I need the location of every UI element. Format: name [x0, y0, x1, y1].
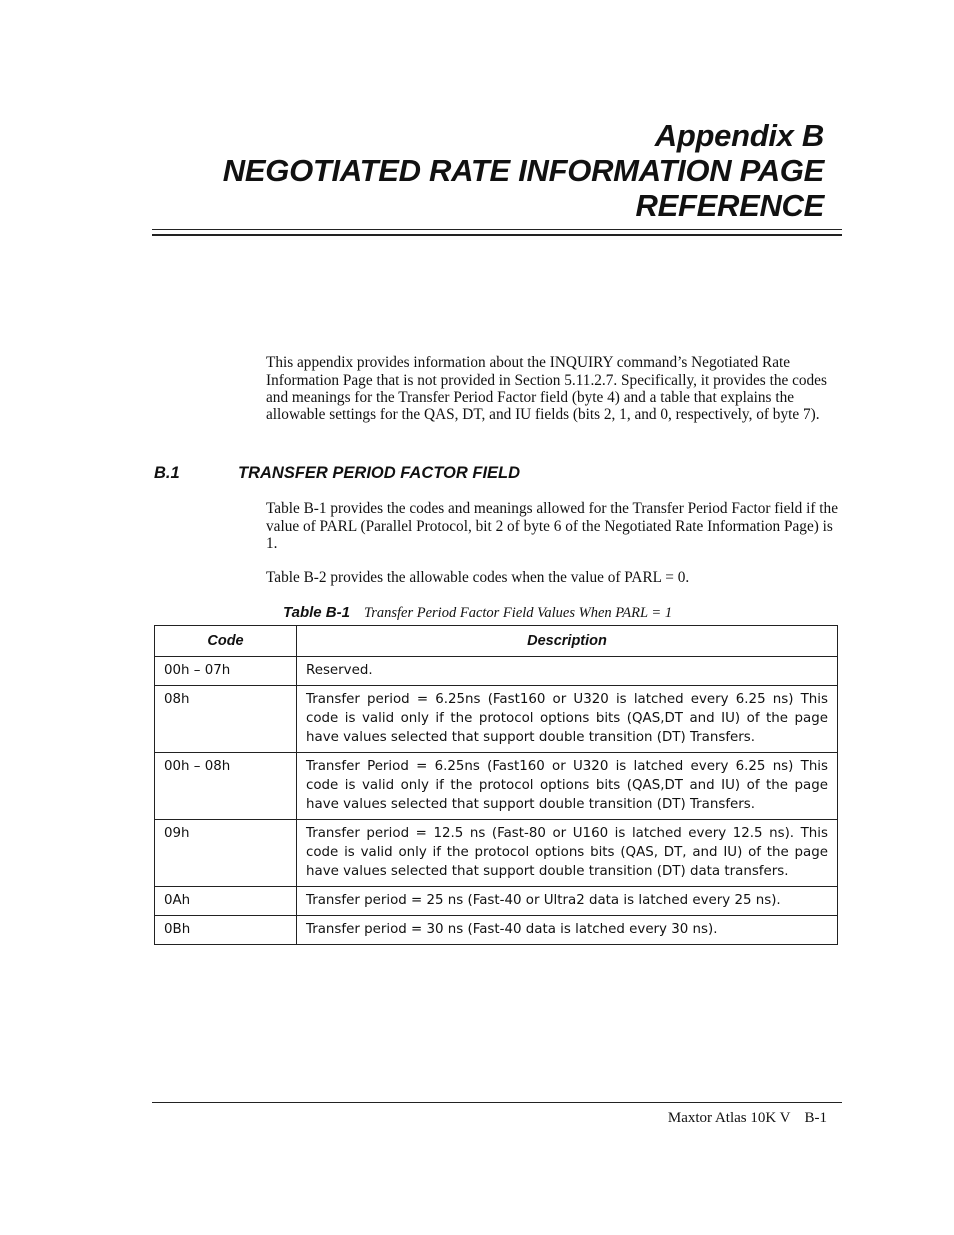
- table-caption-title: Transfer Period Factor Field Values When PARL = 1: [363, 605, 673, 621]
- table-header-row: [155, 626, 838, 657]
- description-cell: Transfer Period = 6.25ns (Fast160 or U320 is latched every 6.25 ns) This code is valid only if the protocol options bits (QAS,DT and IU) of the page have values selected that support double transition (DT) Transfers.: [297, 753, 838, 820]
- section-heading: [154, 464, 520, 483]
- footer-page-number: B-1: [804, 1110, 827, 1126]
- appendix-title-line3: REFERENCE: [635, 188, 824, 223]
- code-cell: 00h – 07h: [155, 657, 297, 686]
- code-cell: 0Ah: [155, 887, 297, 916]
- column-header-description: Description: [297, 626, 838, 657]
- code-cell: 08h: [155, 686, 297, 753]
- table-row: [155, 686, 838, 753]
- section-number: B.1: [154, 464, 180, 482]
- footer-divider: [152, 1102, 842, 1103]
- table-row: [155, 887, 838, 916]
- code-cell: 00h – 08h: [155, 753, 297, 820]
- table-row: [155, 916, 838, 945]
- table-row: [155, 820, 838, 887]
- section-title: TRANSFER PERIOD FACTOR FIELD: [238, 464, 521, 482]
- description-cell: Transfer period = 30 ns (Fast-40 data is latched every 30 ns).: [297, 916, 838, 945]
- code-cell: 0Bh: [155, 916, 297, 945]
- appendix-title: [124, 118, 824, 223]
- title-divider: [152, 229, 842, 235]
- appendix-title-line1: Appendix B: [654, 118, 824, 153]
- page-footer: [668, 1110, 827, 1127]
- footer-product: Maxtor Atlas 10K V: [667, 1110, 791, 1126]
- description-cell: Reserved.: [297, 657, 838, 686]
- section-paragraph-2: Table B-2 provides the allowable codes when the value of PARL = 0.: [266, 569, 690, 587]
- section-paragraph-1: Table B-1 provides the codes and meanings allowed for the Transfer Period Factor field if the value of PARL (Parallel Protocol, bit 2 of byte 6 of the Negotiated Rate Information Page) is 1.: [266, 500, 838, 552]
- description-cell: Transfer period = 12.5 ns (Fast-80 or U160 is latched every 12.5 ns). This code is valid only if the protocol options bits (QAS, DT, and IU) of the page have values selected that support double transition (DT) data transfers.: [297, 820, 838, 887]
- table-row: [155, 753, 838, 820]
- table-caption-label: Table B-1: [283, 604, 350, 621]
- appendix-title-line2: NEGOTIATED RATE INFORMATION PAGE: [222, 153, 824, 188]
- description-cell: Transfer period = 6.25ns (Fast160 or U320 is latched every 6.25 ns) This code is valid only if the protocol options bits (QAS,DT and IU) of the page have values selected that support double transition (DT) Transfers.: [297, 686, 838, 753]
- table-caption: [283, 604, 672, 622]
- code-cell: 09h: [155, 820, 297, 887]
- transfer-period-table: [154, 625, 838, 945]
- description-cell: Transfer period = 25 ns (Fast-40 or Ultra2 data is latched every 25 ns).: [297, 887, 838, 916]
- table-row: [155, 657, 838, 686]
- column-header-code: Code: [155, 626, 297, 657]
- intro-paragraph: This appendix provides information about the INQUIRY command’s Negotiated Rate Information Page that is not provided in Section 5.11.2.7. Specifically, it provides the codes and meanings for the Transfer Period Factor field (byte 4) and a table that explains the allowable settings for the QAS, DT, and IU fields (bits 2, 1, and 0, respectively, of byte 7).: [266, 354, 827, 424]
